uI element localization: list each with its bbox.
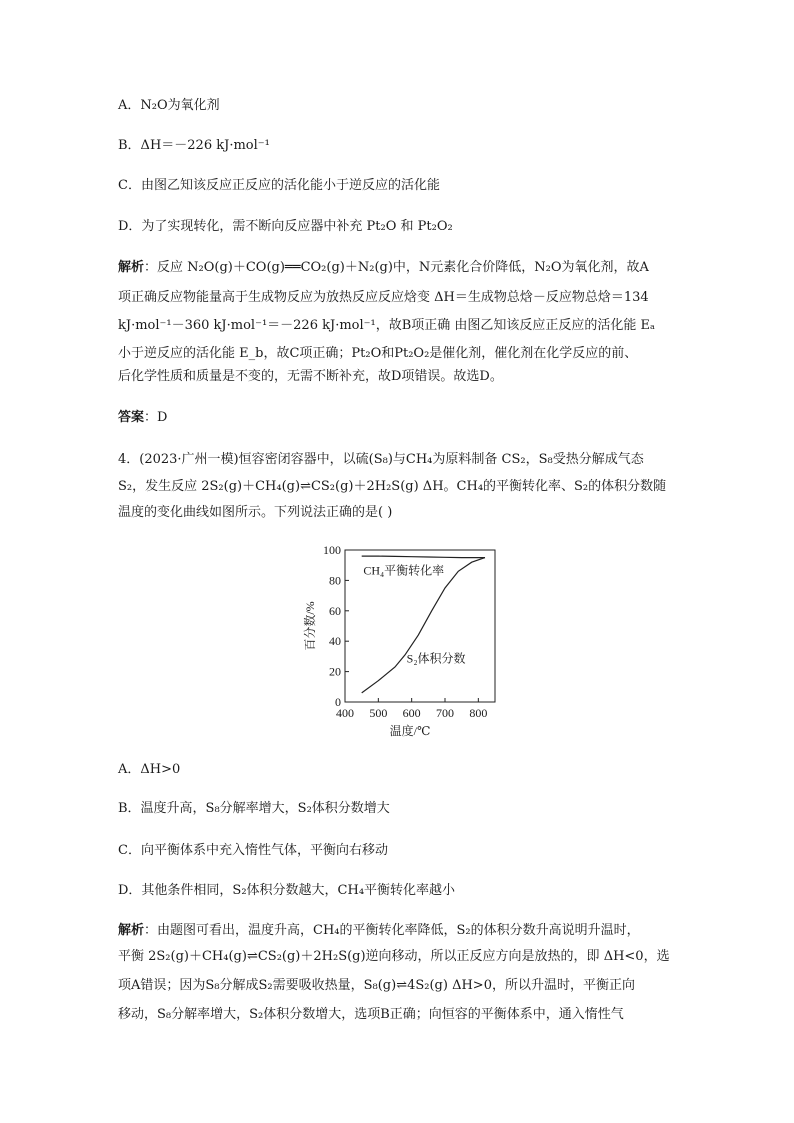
- q3-explanation-line-2: 项正确反应物能量高于生成物反应为放热反应反应焓变 ΔH＝生成物总焓－反应物总焓＝134: [118, 290, 649, 305]
- x-tick-label: 400: [336, 706, 354, 720]
- y-tick-label: 40: [329, 634, 341, 649]
- x-tick-label: 700: [436, 706, 454, 720]
- y-tick-label: 0: [335, 695, 341, 709]
- answer-label: 答案: [118, 410, 145, 425]
- y-tick-label: 100: [323, 543, 341, 557]
- explanation-text: ：反应 N₂O(g)＋CO(g)══CO₂(g)＋N₂(g)中，N元素化合价降低，N₂O为氧化剂，故A: [144, 260, 649, 275]
- ch4-conversion-line: [362, 556, 485, 558]
- explanation-label: 解析: [118, 923, 145, 938]
- q3-option-c: C．由图乙知该反应正反应的活化能小于逆反应的活化能: [118, 178, 440, 193]
- chart-labels: [302, 543, 487, 738]
- series-label-s2: S₂体积分数: [406, 651, 466, 666]
- q4-explanation-line-4: 移动，S₈分解率增大，S₂体积分数增大，选项B正确；向恒容的平衡体系中，通入惰性气: [118, 1007, 624, 1022]
- x-tick-label: 800: [469, 706, 488, 720]
- q4-option-a: A．ΔH>0: [118, 762, 181, 777]
- y-tick-label: 20: [329, 664, 341, 679]
- y-axis-label: 百分数/%: [303, 601, 317, 651]
- q4-explanation-line-1: [118, 922, 640, 940]
- q4-option-c: C．向平衡体系中充入惰性气体，平衡向右移动: [118, 843, 388, 858]
- x-axis-label: 温度/℃: [389, 724, 431, 738]
- answer-value: ：D: [144, 410, 168, 425]
- series-label-ch4: CH₄平衡转化率: [363, 563, 445, 578]
- equilibrium-chart: [290, 540, 520, 740]
- q3-option-b: B．ΔH＝－226 kJ·mol⁻¹: [118, 138, 270, 153]
- q4-explanation-line-3: 项A错误；因为S₈分解成S₂需要吸收热量，S₈(g)⇌4S₂(g) ΔH>0，所以升温时，平衡正向: [118, 978, 635, 993]
- q4-stem-line-2: S₂，发生反应 2S₂(g)＋CH₄(g)⇌CS₂(g)＋2H₂S(g) ΔH。CH₄的平衡转化率、S₂的体积分数随: [118, 479, 667, 494]
- q3-answer: [118, 409, 167, 427]
- q4-explanation-line-2: 平衡 2S₂(g)＋CH₄(g)⇌CS₂(g)＋2H₂S(g)逆向移动，所以正反应方向是放热的，即 ΔH<0，选: [118, 949, 670, 964]
- q4-option-d: D．其他条件相同，S₂体积分数越大，CH₄平衡转化率越小: [118, 883, 456, 898]
- q3-explanation-line-5: 后化学性质和质量是不变的，无需不断补充，故D项错误。故选D。: [118, 369, 503, 384]
- s2-volume-fraction-line: [362, 558, 485, 693]
- q4-stem-line-3: 温度的变化曲线如图所示。下列说法正确的是( ): [118, 505, 393, 520]
- q3-explanation-line-1: [118, 259, 649, 277]
- q3-option-d: D．为了实现转化，需不断向反应器中补充 Pt₂O 和 Pt₂O₂: [118, 219, 453, 234]
- explanation-label: 解析: [118, 260, 145, 275]
- q4-option-b: B．温度升高，S₈分解率增大，S₂体积分数增大: [118, 801, 390, 816]
- y-tick-label: 60: [329, 603, 341, 618]
- x-tick-label: 500: [369, 706, 388, 720]
- q3-option-a: A．N₂O为氧化剂: [118, 98, 220, 113]
- y-tick-label: 80: [329, 573, 341, 588]
- x-tick-label: 600: [402, 706, 421, 720]
- q3-explanation-line-4: 小于逆反应的活化能 E_b，故C项正确；Pt₂O和Pt₂O₂是催化剂，催化剂在化学反应的前、: [118, 346, 638, 361]
- q3-explanation-line-3: kJ·mol⁻¹－360 kJ·mol⁻¹＝－226 kJ·mol⁻¹，故B项正确 由图乙知该反应正反应的活化能 Eₐ: [118, 318, 656, 333]
- explanation-text: ：由题图可看出，温度升高，CH₄的平衡转化率降低，S₂的体积分数升高说明升温时，: [144, 923, 640, 938]
- q4-stem-line-1: 4．(2023·广州一模)恒容密闭容器中，以硫(S₈)与CH₄为原料制备 CS₂，S₈受热分解成气态: [118, 452, 644, 467]
